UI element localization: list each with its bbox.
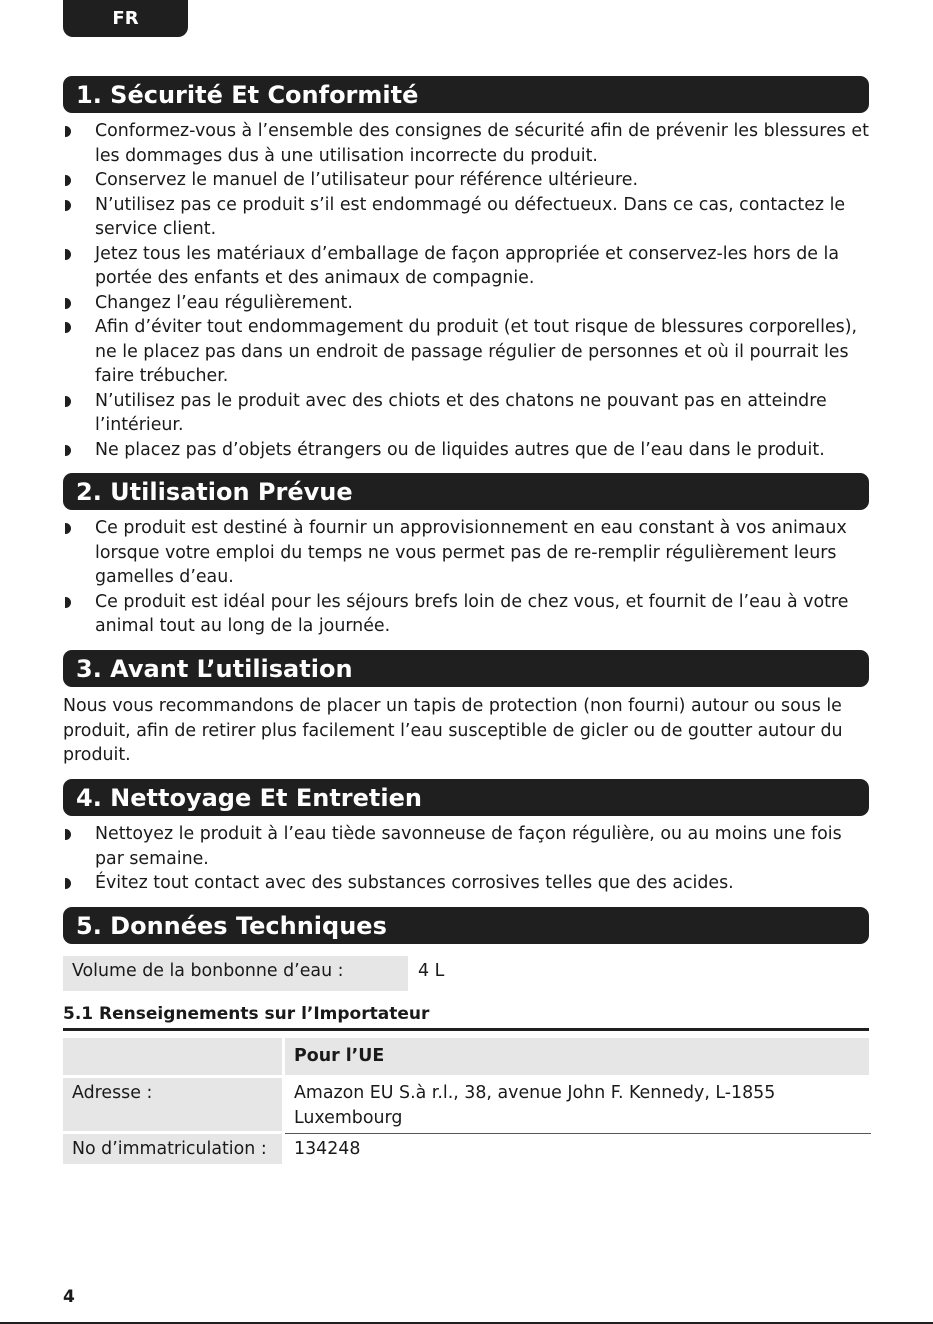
address-value: Amazon EU S.à r.l., 38, avenue John F. Kennedy, L-1855 Luxembourg — [285, 1078, 871, 1134]
list-item: Afin d’éviter tout endommagement du produit (et tout risque de blessures corporelles), ne le placez pas dans un endroit de passage régulier de personnes et où il pourrait les faire trébucher. — [63, 315, 871, 389]
importer-heading: 5.1 Renseignements sur l’Importateur — [63, 1002, 869, 1031]
list-item: Jetez tous les matériaux d’emballage de façon appropriée et conservez-les hors de la portée des enfants et des animaux de compagnie. — [63, 242, 871, 291]
table-column-header: Pour l’UE — [285, 1038, 869, 1075]
address-label: Adresse : — [63, 1078, 282, 1131]
list-item: Ne placez pas d’objets étrangers ou de liquides autres que de l’eau dans le produit. — [63, 438, 871, 463]
spec-value-volume: 4 L — [418, 961, 445, 981]
registration-value: 134248 — [294, 1139, 361, 1159]
spec-label-volume: Volume de la bonbonne d’eau : — [63, 956, 408, 991]
list-item: Ce produit est destiné à fournir un approvisionnement en eau constant à vos animaux lorsque votre emploi du temps ne vous permet pas de re-remplir régulièrement leurs gamelles d’eau. — [63, 516, 871, 590]
before-use-text: Nous vous recommandons de placer un tapis de protection (non fourni) autour ou sous le produit, afin de retirer plus facilement l’eau susceptible de gicler ou de goutter autour du produit. — [63, 696, 843, 765]
section-title-before-use: 3. Avant L’utilisation — [63, 650, 869, 687]
section-title-safety: 1. Sécurité Et Conformité — [63, 76, 869, 113]
list-item: Changez l’eau régulièrement. — [63, 291, 871, 316]
table-header-empty-cell — [63, 1038, 282, 1075]
intended-use-list — [63, 516, 871, 639]
list-item: Évitez tout contact avec des substances corrosives telles que des acides. — [63, 871, 871, 896]
list-item: Conservez le manuel de l’utilisateur pour référence ultérieure. — [63, 168, 871, 193]
safety-list — [63, 119, 871, 462]
language-tab: FR — [63, 0, 188, 37]
section-title-cleaning: 4. Nettoyage Et Entretien — [63, 779, 869, 816]
list-item: Ce produit est idéal pour les séjours brefs loin de chez vous, et fournit de l’eau à votre animal tout au long de la journée. — [63, 590, 871, 639]
list-item: Conformez-vous à l’ensemble des consignes de sécurité afin de prévenir les blessures et les dommages dus à une utilisation incorrecte du produit. — [63, 119, 871, 168]
list-item: Nettoyez le produit à l’eau tiède savonneuse de façon régulière, ou au moins une fois par semaine. — [63, 822, 871, 871]
page-number: 4 — [63, 1287, 75, 1307]
list-item: N’utilisez pas le produit avec des chiots et des chatons ne pouvant pas en atteindre l’intérieur. — [63, 389, 871, 438]
list-item: N’utilisez pas ce produit s’il est endommagé ou défectueux. Dans ce cas, contactez le service client. — [63, 193, 871, 242]
section-title-intended-use: 2. Utilisation Prévue — [63, 473, 869, 510]
registration-label: No d’immatriculation : — [63, 1134, 282, 1164]
cleaning-list — [63, 822, 871, 896]
section-title-technical: 5. Données Techniques — [63, 907, 869, 944]
